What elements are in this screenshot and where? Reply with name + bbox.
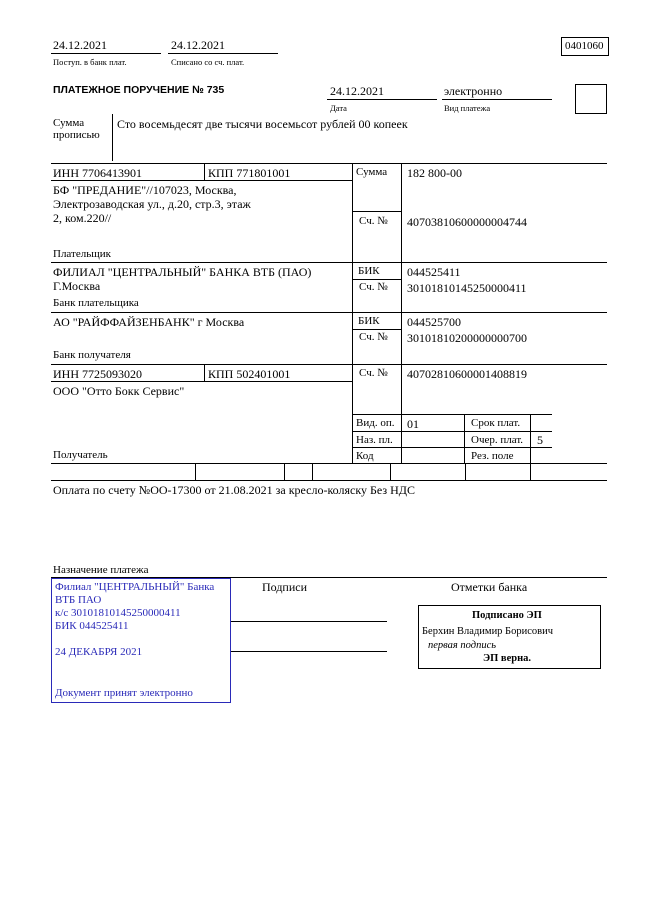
- grid-line: [390, 463, 391, 480]
- ocher-plat-value: 5: [537, 433, 543, 447]
- payer-kpp: КПП 771801001: [208, 166, 291, 180]
- grid-line: [352, 279, 401, 280]
- date-debited-label: Списано со сч. плат.: [171, 57, 245, 67]
- grid-line: [352, 447, 552, 448]
- grid-line: [352, 163, 353, 463]
- bank-stamp: [51, 578, 231, 703]
- payee-bank-name: АО "РАЙФФАЙЗЕНБАНК" г Москва: [53, 315, 245, 329]
- payer-name-line-1: БФ "ПРЕДАНИЕ"//107023, Москва,: [53, 183, 237, 197]
- amount-words-label-2: прописью: [53, 129, 100, 141]
- sum-label: Сумма: [356, 166, 388, 178]
- e-signature-verified: ЭП верна.: [483, 653, 532, 664]
- grid-line: [51, 463, 607, 464]
- payment-purpose-label: Назначение платежа: [53, 564, 149, 576]
- grid-line: [465, 463, 466, 480]
- date-debited: 24.12.2021: [171, 38, 225, 52]
- grid-line: [51, 163, 607, 164]
- payment-sum: 182 800-00: [407, 166, 462, 180]
- grid-line: [530, 463, 531, 480]
- ocher-plat-label: Очер. плат.: [471, 434, 524, 446]
- payee-inn: ИНН 7725093020: [53, 367, 142, 381]
- divider: [51, 53, 161, 54]
- payer-label: Плательщик: [53, 248, 111, 260]
- payment-type: электронно: [444, 84, 503, 98]
- signature-line-2: [231, 651, 387, 652]
- form-code-box: [561, 37, 609, 56]
- vid-op-label: Вид. оп.: [356, 417, 395, 429]
- amount-words-label-1: Сумма: [53, 117, 85, 129]
- payer-bank-name: ФИЛИАЛ "ЦЕНТРАЛЬНЫЙ" БАНКА ВТБ (ПАО): [53, 265, 312, 279]
- payee-kpp: КПП 502401001: [208, 367, 291, 381]
- bank-marks-label: Отметки банка: [451, 580, 528, 594]
- stamp-line-3: к/с 30101810145250000411: [55, 607, 181, 619]
- grid-line: [51, 364, 607, 365]
- divider: [327, 99, 437, 100]
- payment-purpose: Оплата по счету №ОО-17300 от 21.08.2021 за кресло-коляску Без НДС: [53, 483, 415, 497]
- e-signature-title: Подписано ЭП: [472, 610, 542, 621]
- srok-plat-label: Срок плат.: [471, 417, 521, 429]
- document-date-label: Дата: [330, 103, 347, 113]
- payer-name-line-2: Электрозаводская ул., д.20, стр.3, этаж: [53, 197, 251, 211]
- kod-label: Код: [356, 450, 374, 462]
- grid-line: [195, 463, 196, 480]
- payer-account-label: Сч. №: [359, 215, 388, 227]
- payer-bank-city: Г.Москва: [53, 279, 101, 293]
- stamp-line-2: ВТБ ПАО: [55, 594, 102, 606]
- grid-line: [352, 414, 552, 415]
- amount-words: Сто восемьдесят две тысячи восемьсот рублей 00 копеек: [117, 117, 408, 131]
- payer-account: 40703810600000004744: [407, 215, 527, 229]
- vid-op-value: 01: [407, 417, 419, 431]
- stamp-line-1: Филиал "ЦЕНТРАЛЬНЫЙ" Банка: [55, 581, 215, 593]
- divider: [112, 114, 113, 161]
- e-signature-signer: Берхин Владимир Борисович: [422, 626, 553, 637]
- grid-line: [352, 329, 401, 330]
- payee-label: Получатель: [53, 449, 108, 461]
- page-title: ПЛАТЕЖНОЕ ПОРУЧЕНИЕ № 735: [53, 84, 225, 96]
- signature-line-1: [231, 621, 387, 622]
- payer-bank-bik-label: БИК: [358, 265, 380, 277]
- e-signature-note: первая подпись: [428, 640, 497, 651]
- grid-line: [401, 163, 402, 463]
- grid-line: [352, 211, 401, 212]
- payer-bank-account: 30101810145250000411: [407, 281, 527, 295]
- payee-account: 40702810600001408819: [407, 367, 527, 381]
- naz-pl-label: Наз. пл.: [356, 434, 393, 446]
- grid-line: [51, 480, 607, 481]
- payer-bank-account-label: Сч. №: [359, 281, 388, 293]
- stamp-date: 24 ДЕКАБРЯ 2021: [55, 646, 143, 658]
- date-received-label: Поступ. в банк плат.: [53, 57, 127, 67]
- payer-bank-label: Банк плательщика: [53, 297, 139, 309]
- date-received: 24.12.2021: [53, 38, 107, 52]
- form-code: 0401060: [565, 40, 604, 52]
- divider: [168, 53, 278, 54]
- divider: [442, 99, 552, 100]
- grid-line: [51, 312, 607, 313]
- payee-bank-bik-label: БИК: [358, 315, 380, 327]
- signatures-label: Подписи: [262, 580, 308, 594]
- grid-line: [284, 463, 285, 480]
- grid-line: [464, 414, 465, 463]
- payment-priority-box: [575, 84, 607, 114]
- payee-bank-bik: 044525700: [407, 315, 461, 329]
- grid-line: [204, 163, 205, 180]
- payer-bank-bik: 044525411: [407, 265, 461, 279]
- grid-line: [530, 414, 531, 463]
- payee-bank-account-label: Сч. №: [359, 331, 388, 343]
- payee-bank-account: 30101810200000000700: [407, 331, 527, 345]
- grid-line: [352, 431, 552, 432]
- payee-name: ООО "Отто Бокк Сервис": [53, 384, 185, 398]
- stamp-line-4: БИК 044525411: [55, 620, 129, 632]
- payee-bank-label: Банк получателя: [53, 349, 131, 361]
- stamp-accepted: Документ принят электронно: [55, 687, 193, 699]
- payer-inn: ИНН 7706413901: [53, 166, 142, 180]
- payer-name-line-3: 2, ком.220//: [53, 211, 112, 225]
- grid-line: [51, 262, 607, 263]
- rez-pole-label: Рез. поле: [471, 450, 514, 462]
- payment-type-label: Вид платежа: [444, 103, 491, 113]
- grid-line: [204, 364, 205, 381]
- document-date: 24.12.2021: [330, 84, 384, 98]
- grid-line: [312, 463, 313, 480]
- e-signature-box: [418, 605, 601, 669]
- payee-account-label: Сч. №: [359, 367, 388, 379]
